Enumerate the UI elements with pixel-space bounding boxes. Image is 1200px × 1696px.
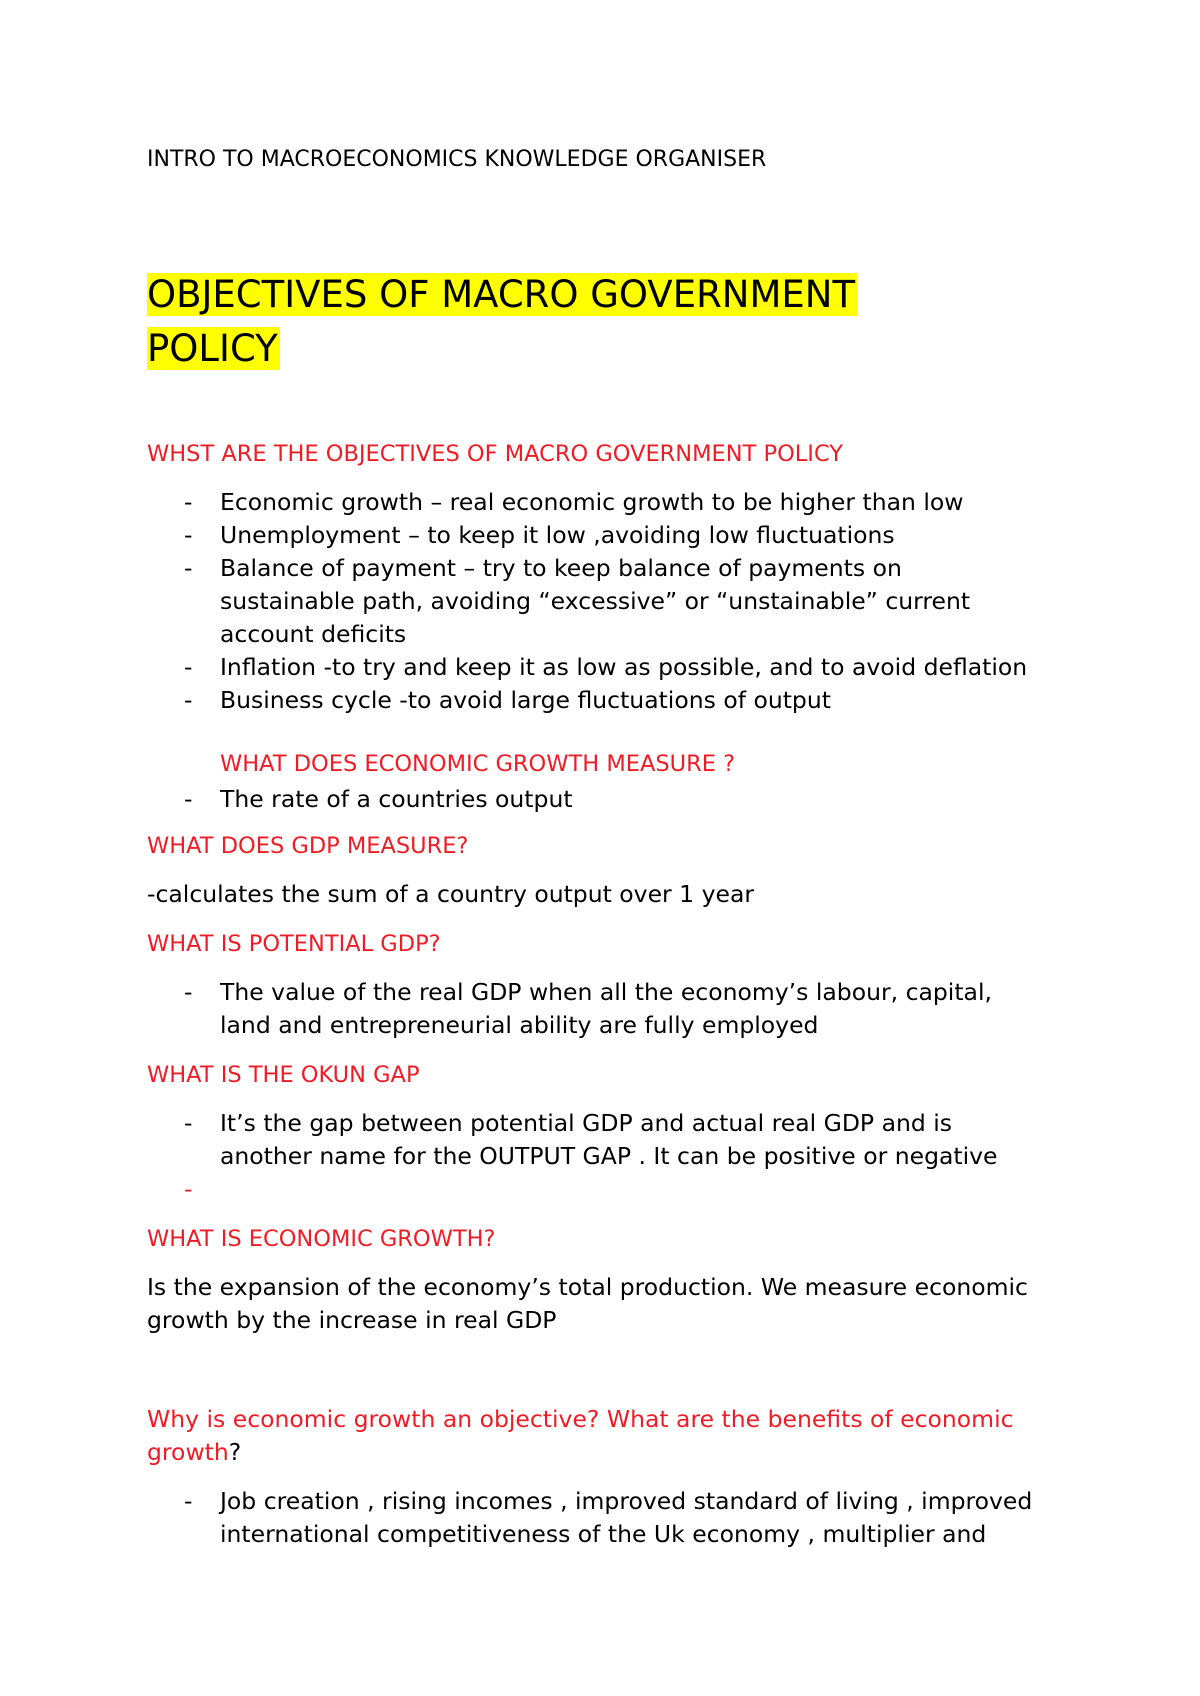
answer-text-continuation: growth by the increase in real GDP bbox=[147, 1306, 557, 1334]
question-benefits-mark: ? bbox=[228, 1438, 242, 1466]
list-item: It’s the gap between potential GDP and actual real GDP and is bbox=[220, 1109, 953, 1137]
answer-text: Is the expansion of the economy’s total production. We measure economic bbox=[147, 1273, 1028, 1301]
question-benefits: Why is economic growth an objective? What are the benefits of economic bbox=[147, 1405, 1014, 1433]
section-heading bbox=[147, 268, 857, 376]
question-benefits-continuation bbox=[147, 1436, 241, 1469]
bullet-dash: - bbox=[184, 521, 193, 549]
bullet-dash: - bbox=[184, 686, 193, 714]
bullet-dash: - bbox=[184, 653, 193, 681]
document-title: INTRO TO MACROECONOMICS KNOWLEDGE ORGANISER bbox=[147, 147, 767, 172]
list-item: Balance of payment – try to keep balance of payments on bbox=[220, 554, 902, 582]
bullet-dash-empty: - bbox=[184, 1175, 193, 1203]
list-item: The rate of a countries output bbox=[220, 785, 573, 813]
heading-line-2: POLICY bbox=[147, 327, 278, 370]
list-item-continuation: account deficits bbox=[220, 620, 407, 648]
question-potential-gdp: WHAT IS POTENTIAL GDP? bbox=[147, 931, 441, 957]
list-item-continuation: land and entrepreneurial ability are fully employed bbox=[220, 1011, 819, 1039]
question-okun-gap: WHAT IS THE OKUN GAP bbox=[147, 1062, 420, 1088]
question-objectives: WHST ARE THE OBJECTIVES OF MACRO GOVERNMENT POLICY bbox=[147, 441, 844, 467]
question-growth-measure: WHAT DOES ECONOMIC GROWTH MEASURE ? bbox=[220, 751, 736, 777]
bullet-dash: - bbox=[184, 488, 193, 516]
bullet-dash: - bbox=[184, 554, 193, 582]
list-item: Inflation -to try and keep it as low as possible, and to avoid deflation bbox=[220, 653, 1028, 681]
question-economic-growth: WHAT IS ECONOMIC GROWTH? bbox=[147, 1226, 496, 1252]
list-item: The value of the real GDP when all the economy’s labour, capital, bbox=[220, 978, 992, 1006]
list-item: Job creation , rising incomes , improved standard of living , improved bbox=[220, 1487, 1033, 1515]
bullet-dash: - bbox=[184, 785, 193, 813]
question-benefits-red-word: growth bbox=[147, 1438, 229, 1466]
bullet-dash: - bbox=[184, 978, 193, 1006]
question-gdp-measure: WHAT DOES GDP MEASURE? bbox=[147, 833, 469, 859]
list-item-continuation: sustainable path, avoiding “excessive” or “unstainable” current bbox=[220, 587, 971, 615]
list-item: Economic growth – real economic growth to be higher than low bbox=[220, 488, 964, 516]
list-item: Unemployment – to keep it low ,avoiding low fluctuations bbox=[220, 521, 895, 549]
heading-line-1: OBJECTIVES OF MACRO GOVERNMENT bbox=[147, 273, 856, 316]
bullet-dash: - bbox=[184, 1109, 193, 1137]
list-item-continuation: another name for the OUTPUT GAP . It can be positive or negative bbox=[220, 1142, 998, 1170]
list-item-continuation: international competitiveness of the Uk economy , multiplier and bbox=[220, 1520, 987, 1548]
bullet-dash: - bbox=[184, 1487, 193, 1515]
list-item: Business cycle -to avoid large fluctuations of output bbox=[220, 686, 831, 714]
answer-text: -calculates the sum of a country output over 1 year bbox=[147, 880, 755, 908]
